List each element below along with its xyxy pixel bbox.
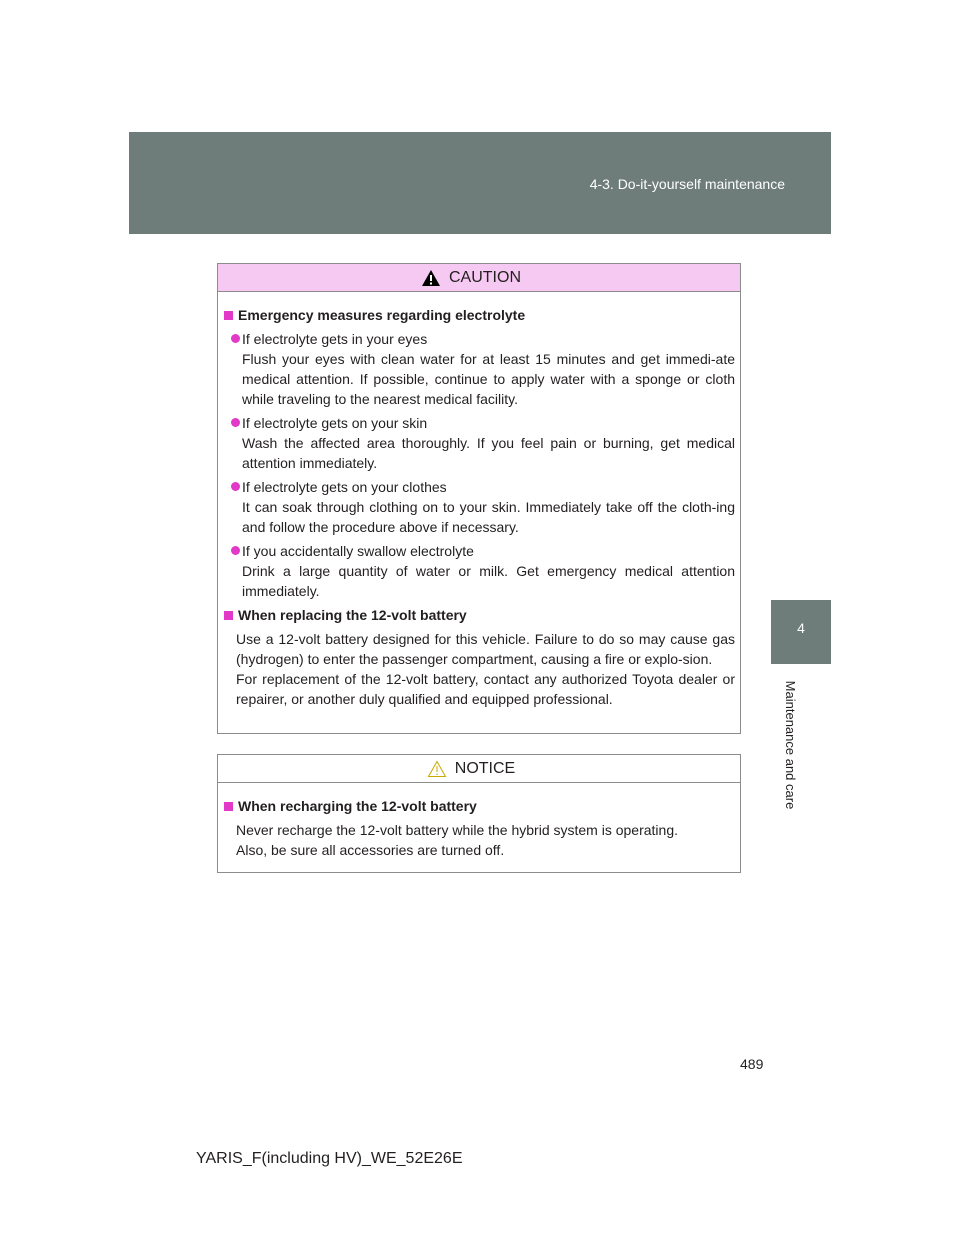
bullet-title: If electrolyte gets on your skin — [242, 415, 428, 431]
bullet-text: Wash the affected area thoroughly. If you feel pain or burning, get medical attention immediately. — [242, 435, 735, 471]
paragraph-line: For replacement of the 12-volt battery, contact any authorized Toyota dealer or repairer, or another duly qualified and equipped professional. — [236, 671, 735, 707]
paragraph — [224, 629, 735, 709]
section-heading-text: When replacing the 12-volt battery — [238, 607, 467, 623]
bullet-text: Drink a large quantity of water or milk. Get emergency medical attention immediately. — [242, 563, 735, 599]
paragraph-line: Use a 12-volt battery designed for this vehicle. Failure to do so may cause gas (hydrogen) to enter the passenger compartment, causing a fire or explo-sion. — [236, 631, 735, 667]
round-bullet-icon — [231, 482, 240, 491]
section-heading — [224, 796, 735, 816]
list-item — [224, 477, 735, 537]
chapter-number: 4 — [797, 620, 805, 636]
caution-box — [217, 263, 741, 734]
page-number: 489 — [740, 1056, 764, 1072]
notice-header — [218, 755, 740, 783]
bullet-text: Flush your eyes with clean water for at least 15 minutes and get immedi-ate medical attention. If possible, continue to apply water with a sponge or cloth while traveling to the nearest medical facility. — [242, 351, 735, 407]
chapter-label: Maintenance and care — [783, 680, 798, 810]
notice-triangle-icon — [427, 760, 447, 778]
section-title: 4-3. Do-it-yourself maintenance — [589, 176, 785, 192]
caution-body — [218, 292, 740, 709]
bullet-title: If electrolyte gets on your clothes — [242, 479, 447, 495]
section-header-band — [129, 132, 831, 234]
caution-title: CAUTION — [449, 268, 521, 286]
section-heading — [224, 605, 735, 625]
warning-triangle-icon — [421, 269, 441, 287]
notice-box — [217, 754, 741, 873]
square-bullet-icon — [224, 611, 233, 620]
notice-title: NOTICE — [454, 759, 516, 777]
section-heading — [224, 305, 735, 325]
list-item — [224, 541, 735, 601]
round-bullet-icon — [231, 418, 240, 427]
list-item — [224, 413, 735, 473]
section-heading-text: Emergency measures regarding electrolyte — [238, 307, 526, 323]
round-bullet-icon — [231, 334, 240, 343]
bullet-title: If electrolyte gets in your eyes — [242, 331, 428, 347]
square-bullet-icon — [224, 802, 233, 811]
notice-body — [218, 783, 740, 860]
bullet-text: It can soak through clothing on to your skin. Immediately take off the cloth-ing and follow the procedure above if necessary. — [242, 499, 735, 535]
section-heading-text: When recharging the 12-volt battery — [238, 798, 477, 814]
paragraph-line: Never recharge the 12-volt battery while the hybrid system is operating. — [236, 822, 678, 838]
square-bullet-icon — [224, 311, 233, 320]
chapter-tab — [771, 600, 831, 664]
round-bullet-icon — [231, 546, 240, 555]
caution-header — [218, 264, 740, 292]
paragraph-line: Also, be sure all accessories are turned off. — [236, 842, 505, 858]
document-code: YARIS_F(including HV)_WE_52E26E — [196, 1150, 463, 1167]
bullet-title: If you accidentally swallow electrolyte — [242, 543, 474, 559]
list-item — [224, 329, 735, 409]
paragraph — [224, 820, 735, 860]
